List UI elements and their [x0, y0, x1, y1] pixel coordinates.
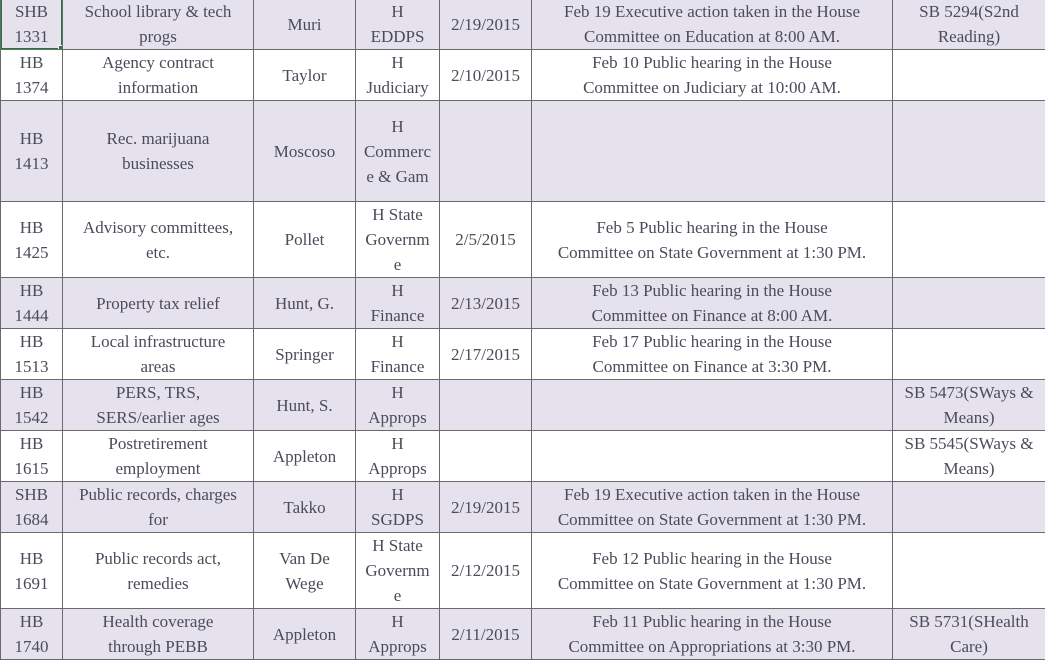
sponsor-cell[interactable]: Pollet — [254, 202, 356, 278]
bill-number-cell[interactable]: HB 1691 — [1, 533, 63, 609]
companion-bill-cell[interactable] — [893, 50, 1045, 101]
bill-number-cell[interactable]: HB 1374 — [1, 50, 63, 101]
sponsor-cell[interactable]: Springer — [254, 329, 356, 380]
bill-number-cell[interactable]: HB 1542 — [1, 380, 63, 431]
committee-cell[interactable]: H Commerc e & Gam — [356, 101, 440, 202]
companion-bill-cell[interactable] — [893, 329, 1045, 380]
sponsor-cell[interactable]: Takko — [254, 482, 356, 533]
bill-number-cell[interactable]: SHB 1331 — [1, 0, 63, 50]
status-cell[interactable]: Feb 19 Executive action taken in the House Committee on State Government at 1:30 PM. — [532, 482, 893, 533]
sponsor-cell[interactable]: Van De Wege — [254, 533, 356, 609]
bill-number-cell[interactable]: HB 1444 — [1, 278, 63, 329]
sponsor-cell[interactable]: Hunt, S. — [254, 380, 356, 431]
date-cell[interactable]: 2/17/2015 — [440, 329, 532, 380]
companion-bill-cell[interactable] — [893, 202, 1045, 278]
bill-title-cell[interactable]: Property tax relief — [63, 278, 254, 329]
table-row — [1, 202, 1045, 278]
bill-title-cell[interactable]: Rec. marijuana businesses — [63, 101, 254, 202]
sponsor-cell[interactable]: Moscoso — [254, 101, 356, 202]
date-cell[interactable]: 2/13/2015 — [440, 278, 532, 329]
date-cell[interactable]: 2/5/2015 — [440, 202, 532, 278]
committee-cell[interactable]: H EDDPS — [356, 0, 440, 50]
bill-number-cell[interactable]: HB 1425 — [1, 202, 63, 278]
committee-cell[interactable]: H Approps — [356, 380, 440, 431]
status-cell[interactable] — [532, 431, 893, 482]
status-cell[interactable] — [532, 101, 893, 202]
table-row — [1, 50, 1045, 101]
date-cell[interactable]: 2/11/2015 — [440, 609, 532, 660]
status-cell[interactable] — [532, 380, 893, 431]
committee-cell[interactable]: H Approps — [356, 609, 440, 660]
committee-cell[interactable]: H SGDPS — [356, 482, 440, 533]
bill-number-cell[interactable]: HB 1513 — [1, 329, 63, 380]
table-row — [1, 482, 1045, 533]
committee-cell[interactable]: H Finance — [356, 278, 440, 329]
status-cell[interactable]: Feb 19 Executive action taken in the House Committee on Education at 8:00 AM. — [532, 0, 893, 50]
status-cell[interactable]: Feb 5 Public hearing in the House Committee on State Government at 1:30 PM. — [532, 202, 893, 278]
committee-cell[interactable]: H State Governm e — [356, 202, 440, 278]
companion-bill-cell[interactable] — [893, 482, 1045, 533]
companion-bill-cell[interactable]: SB 5545(SWays & Means) — [893, 431, 1045, 482]
sponsor-cell[interactable]: Appleton — [254, 609, 356, 660]
status-cell[interactable]: Feb 12 Public hearing in the House Committee on State Government at 1:30 PM. — [532, 533, 893, 609]
bill-title-cell[interactable]: Agency contract information — [63, 50, 254, 101]
date-cell[interactable] — [440, 101, 532, 202]
bill-title-cell[interactable]: PERS, TRS, SERS/earlier ages — [63, 380, 254, 431]
committee-cell[interactable]: H Finance — [356, 329, 440, 380]
companion-bill-cell[interactable] — [893, 101, 1045, 202]
companion-bill-cell[interactable]: SB 5473(SWays & Means) — [893, 380, 1045, 431]
status-cell[interactable]: Feb 11 Public hearing in the House Committee on Appropriations at 3:30 PM. — [532, 609, 893, 660]
sponsor-cell[interactable]: Muri — [254, 0, 356, 50]
table-row — [1, 0, 1045, 50]
committee-cell[interactable]: H State Governm e — [356, 533, 440, 609]
date-cell[interactable] — [440, 431, 532, 482]
table-row — [1, 101, 1045, 202]
bill-number-cell[interactable]: HB 1740 — [1, 609, 63, 660]
date-cell[interactable]: 2/10/2015 — [440, 50, 532, 101]
bill-title-cell[interactable]: Public records act, remedies — [63, 533, 254, 609]
bill-title-cell[interactable]: School library & tech progs — [63, 0, 254, 50]
companion-bill-cell[interactable]: SB 5731(SHealth Care) — [893, 609, 1045, 660]
bill-title-cell[interactable]: Advisory committees, etc. — [63, 202, 254, 278]
bill-title-cell[interactable]: Public records, charges for — [63, 482, 254, 533]
sheet-body — [1, 0, 1045, 660]
committee-cell[interactable]: H Judiciary — [356, 50, 440, 101]
bill-number-cell[interactable]: SHB 1684 — [1, 482, 63, 533]
date-cell[interactable] — [440, 380, 532, 431]
bill-number-cell[interactable]: HB 1615 — [1, 431, 63, 482]
sponsor-cell[interactable]: Appleton — [254, 431, 356, 482]
table-row — [1, 609, 1045, 660]
table-row — [1, 431, 1045, 482]
bill-title-cell[interactable]: Local infrastructure areas — [63, 329, 254, 380]
table-row — [1, 278, 1045, 329]
date-cell[interactable]: 2/19/2015 — [440, 482, 532, 533]
bill-title-cell[interactable]: Postretirement employment — [63, 431, 254, 482]
companion-bill-cell[interactable]: SB 5294(S2nd Reading) — [893, 0, 1045, 50]
bill-number-cell[interactable]: HB 1413 — [1, 101, 63, 202]
companion-bill-cell[interactable] — [893, 533, 1045, 609]
sponsor-cell[interactable]: Taylor — [254, 50, 356, 101]
companion-bill-cell[interactable] — [893, 278, 1045, 329]
date-cell[interactable]: 2/19/2015 — [440, 0, 532, 50]
table-row — [1, 329, 1045, 380]
status-cell[interactable]: Feb 17 Public hearing in the House Committee on Finance at 3:30 PM. — [532, 329, 893, 380]
committee-cell[interactable]: H Approps — [356, 431, 440, 482]
date-cell[interactable]: 2/12/2015 — [440, 533, 532, 609]
sponsor-cell[interactable]: Hunt, G. — [254, 278, 356, 329]
table-row — [1, 533, 1045, 609]
status-cell[interactable]: Feb 10 Public hearing in the House Committee on Judiciary at 10:00 AM. — [532, 50, 893, 101]
bill-title-cell[interactable]: Health coverage through PEBB — [63, 609, 254, 660]
status-cell[interactable]: Feb 13 Public hearing in the House Committee on Finance at 8:00 AM. — [532, 278, 893, 329]
table-row — [1, 380, 1045, 431]
